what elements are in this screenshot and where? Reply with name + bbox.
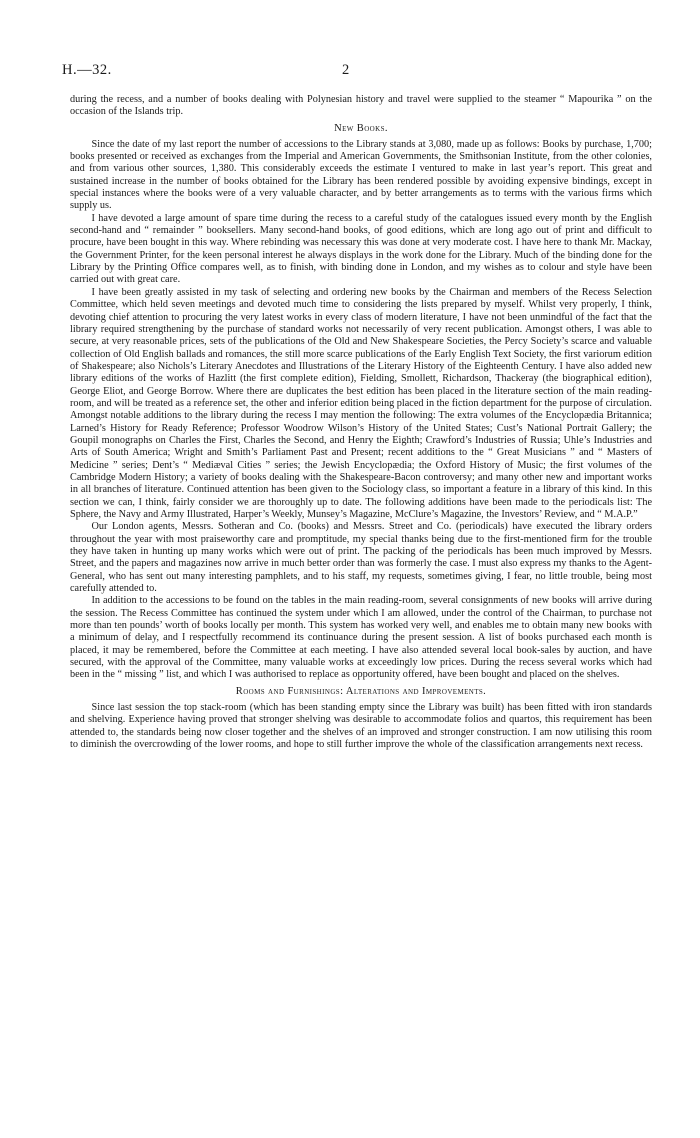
page-header	[62, 62, 652, 84]
paragraph-accessions: Since the date of my last report the number of accessions to the Library stands at 3,080, made up as follows: Books by purchase, 1,700; books presented or received as exchanges from the Imperial and American Governments, the Smithsonian Institute, from the other colonies, and from various other sources, 1,380. This considerably exceeds the estimate I ventured to make in last year’s report. This great and sustained increase in the number of books obtained for the Library has been rendered possible by avoiding expensive bindings, except in special instances where the books were of a very valuable character, and by better arrangements as to terms with the various firms which supply us.	[70, 138, 652, 212]
paragraph-local-purchases: In addition to the accessions to be found on the tables in the main reading-room, several consignments of new books will arrive during the session. The Recess Committee has continued the system under which I am allowed, under the control of the Chairman, to purchase not more than ten pounds’ worth of books locally per month. This system has worked very well, and enables me to obtain many new books with a minimum of delay, and I respectfully recommend its continuance during the present session. A list of books purchased each month is placed, it may be remembered, before the Committee at each meeting. I have also attended several local book-sales by auction, and have secured, with the approval of the Committee, many valuable works at exceedingly low prices. During the recess several works which had been in the “ missing ” list, and which I was authorised to replace as opportunity offered, have been bought and placed on the shelves.	[70, 595, 652, 681]
page-number: 2	[342, 62, 350, 78]
continued-paragraph: during the recess, and a number of books dealing with Polynesian history and travel were supplied to the steamer “ Mapourika ” on the occasion of the Islands trip.	[70, 94, 652, 118]
document-reference: H.—32.	[62, 62, 112, 78]
paragraph-london-agents: Our London agents, Messrs. Sotheran and Co. (books) and Messrs. Street and Co. (periodicals) have executed the library orders throughout the year with most praiseworthy care and promptitude, my special thanks being due to the first-mentioned firm for the trouble they have taken in hunting up many works which were out of print. The packing of the periodicals has been much improved by Messrs. Street, and the papers and magazines now arrive in much better order than was formerly the case. I must also express my thanks to the Agent-General, who has sent out many interesting pamphlets, and to his staff, my requests, sometimes giving, I fear, no little trouble, being most carefully attended to.	[70, 521, 652, 595]
paragraph-catalogues: I have devoted a large amount of spare time during the recess to a careful study of the catalogues issued every month by the English second-hand and “ remainder ” booksellers. Many second-hand books, of good editions, which are long ago out of print and difficult to procure, have been bought in this way. Where rebinding was necessary this was done at very moderate cost. I have here to thank Mr. Mackay, the Government Printer, for the keen personal interest he always displays in the work done for the Library. Much of the binding done for the Library by the Printing Office compares well, as to finish, with binding done in London, and my wishes as to colour and style have been carried out with great care.	[70, 212, 652, 286]
section-heading-new-books: New Books.	[334, 122, 388, 134]
section-heading-rooms: Rooms and Furnishings: Alterations and Improvements.	[235, 685, 487, 697]
paragraph-selection-committee: I have been greatly assisted in my task of selecting and ordering new books by the Chairman and members of the Recess Selection Committee, which held seven meetings and devoted much time to considering the lists prepared by myself. Whilst very properly, I think, devoting chief attention to procuring the very latest works in every class of modern literature, I have not been unmindful of the fact that the library required strengthening by the purchase of standard works not necessarily of very recent publication. Amongst others, I was able to secure, at very reasonable prices, sets of the publications of the Old and New Shakespeare Societies, the Percy Society’s scarce and valuable collection of Old English ballads and romances, the still more scarce publications of the Early English Text Society, the first variorum edition of Shakespeare; also Nichols’s Literary Anecdotes and Illustrations of the Literary History of the Eighteenth Century. I have also added new library editions of the works of Hazlitt (the first complete edition), Fielding, Smollett, Richardson, Thackeray (the biographical edition), George Eliot, and George Borrow. Where there are duplicates the best edition has been placed in the literature section of the main reading-room, and will be treated as a reference set, the other and inferior edition being placed in the fiction department for the purpose of circulation. Amongst notable additions to the library during the recess I may mention the following: The extra volumes of the Encyclopædia Britannica; Larned’s History for Ready Reference; Professor Woodrow Wilson’s History of the United States; Cust’s National Portrait Gallery; the Goupil monographs on Charles the First, Charles the Second, and Henry the Eighth; Crawford’s Industries of Russia; Uhle’s Industries and Arts of South America; Wright and Smith’s Parliament Past and Present; recent additions to the “ Great Musicians ” and “ Masters of Medicine ” series; Dent’s “ Mediæval Cities ” series; the Jewish Encyclopædia; the Oxford History of Music; the first volumes of the Cambridge Modern History; a variety of books dealing with the Shakespeare-Bacon controversy; and many other new and important works in all branches of literature. Continued attention has been given to the Sociology class, so important a feature in a library of this kind. In this section we can, I think, fairly consider we are thoroughly up to date. The following additions have been made to the periodicals list: The Sphere, the Navy and Army Illustrated, Harper’s Weekly, Munsey’s Magazine, McClure’s Magazine, the Investors’ Review, and “ M.A.P.”	[70, 286, 652, 520]
paragraph-stack-room: Since last session the top stack-room (which has been standing empty since the Library was built) has been fitted with iron standards and shelving. Experience having proved that stronger shelving was desirable to accommodate folios and quartos, this requirement has been attended to, the standards being now closer together and the shelves of an improved and stronger construction. I am now utilising this room to diminish the overcrowding of the lower rooms, and hope to still further improve the whole of the classification arrangements next recess.	[70, 701, 652, 750]
document-body	[70, 94, 652, 751]
